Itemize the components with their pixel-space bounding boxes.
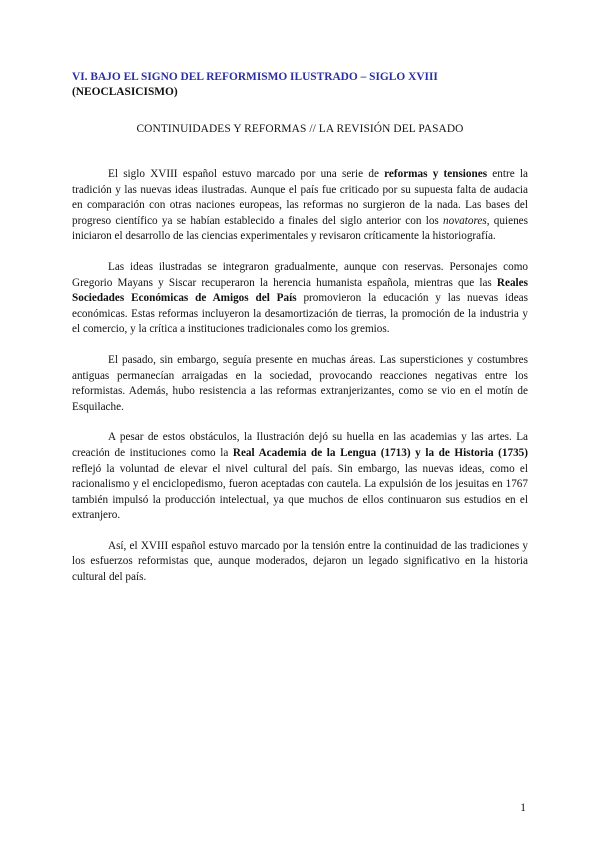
chapter-subtitle: (NEOCLASICISMO)	[72, 86, 178, 98]
paragraph-2	[72, 260, 528, 338]
section-heading: CONTINUIDADES Y REFORMAS // LA REVISIÓN DEL PASADO	[136, 123, 464, 135]
paragraph-text: entre la tradición y las nuevas ideas ilustradas. Aunque el país fue criticado por su supuesta falta de audacia en comparación con otras naciones europeas, las reformas no surgieron de la nada. Las bases del progreso científico ya se habían establecido a finales del siglo anterior con los	[72, 168, 528, 227]
paragraph-3	[72, 353, 528, 415]
paragraph-text: Las ideas ilustradas se integraron gradualmente, aunque con reservas. Personajes como Gregorio Mayans y Siscar recuperaron la herencia humanista española, mientras que las	[72, 260, 528, 289]
paragraph-1	[72, 167, 528, 245]
bold-phrase: reformas y tensiones	[384, 168, 488, 180]
document-page	[72, 70, 528, 601]
chapter-title: VI. BAJO EL SIGNO DEL REFORMISMO ILUSTRADO – SIGLO XVIII	[72, 71, 438, 83]
bold-phrase: Real Academia de la Lengua (1713) y la de Historia (1735)	[232, 446, 528, 459]
italic-term: novatores	[443, 214, 487, 227]
paragraph-text: El siglo XVIII español estuvo marcado por una serie de	[108, 168, 385, 180]
paragraph-4	[72, 430, 528, 524]
page-number: 1	[520, 802, 526, 814]
bold-phrase: Reales Sociedades Económicas de Amigos del País	[72, 276, 528, 305]
paragraph-text: reflejó la voluntad de elevar el nivel cultural del país. Sin embargo, las nuevas ideas, como el racionalismo y el enciclopedismo, fueron aceptadas con cautela. La expulsión de los jesuitas en 1767 también impulsó la producción intelectual, ya que muchos de ellos continuaron sus estudios en el extranjero.	[72, 462, 528, 522]
paragraph-text: Así, el XVIII español estuvo marcado por la tensión entre la continuidad de las tradiciones y los esfuerzos reformistas que, aunque moderados, dejaron un legado significativo en la historia cultural del país.	[72, 539, 528, 584]
paragraph-text: A pesar de estos obstáculos, la Ilustración dejó su huella en las academias y las artes. La creación de instituciones como la	[72, 431, 528, 459]
paragraph-5	[72, 539, 528, 586]
paragraph-text: El pasado, sin embargo, seguía presente en muchas áreas. Las supersticiones y costumbres antiguas permanecían arraigadas en la sociedad, provocando reacciones negativas entre los reformistas. Además, hubo resistencia a las reformas extranjerizantes, como se vio en el motín de Esquilache.	[72, 353, 528, 413]
paragraph-text: promovieron la educación y las nuevas ideas económicas. Estas reformas incluyeron la desamortización de tierras, la promoción de la industria y el comercio, y la crítica a instituciones tradicionales como los gremios.	[72, 292, 528, 336]
paragraph-text: , quienes iniciaron el desarrollo de las ciencias experimentales y revisaron críticamente la historiografía.	[72, 214, 528, 243]
